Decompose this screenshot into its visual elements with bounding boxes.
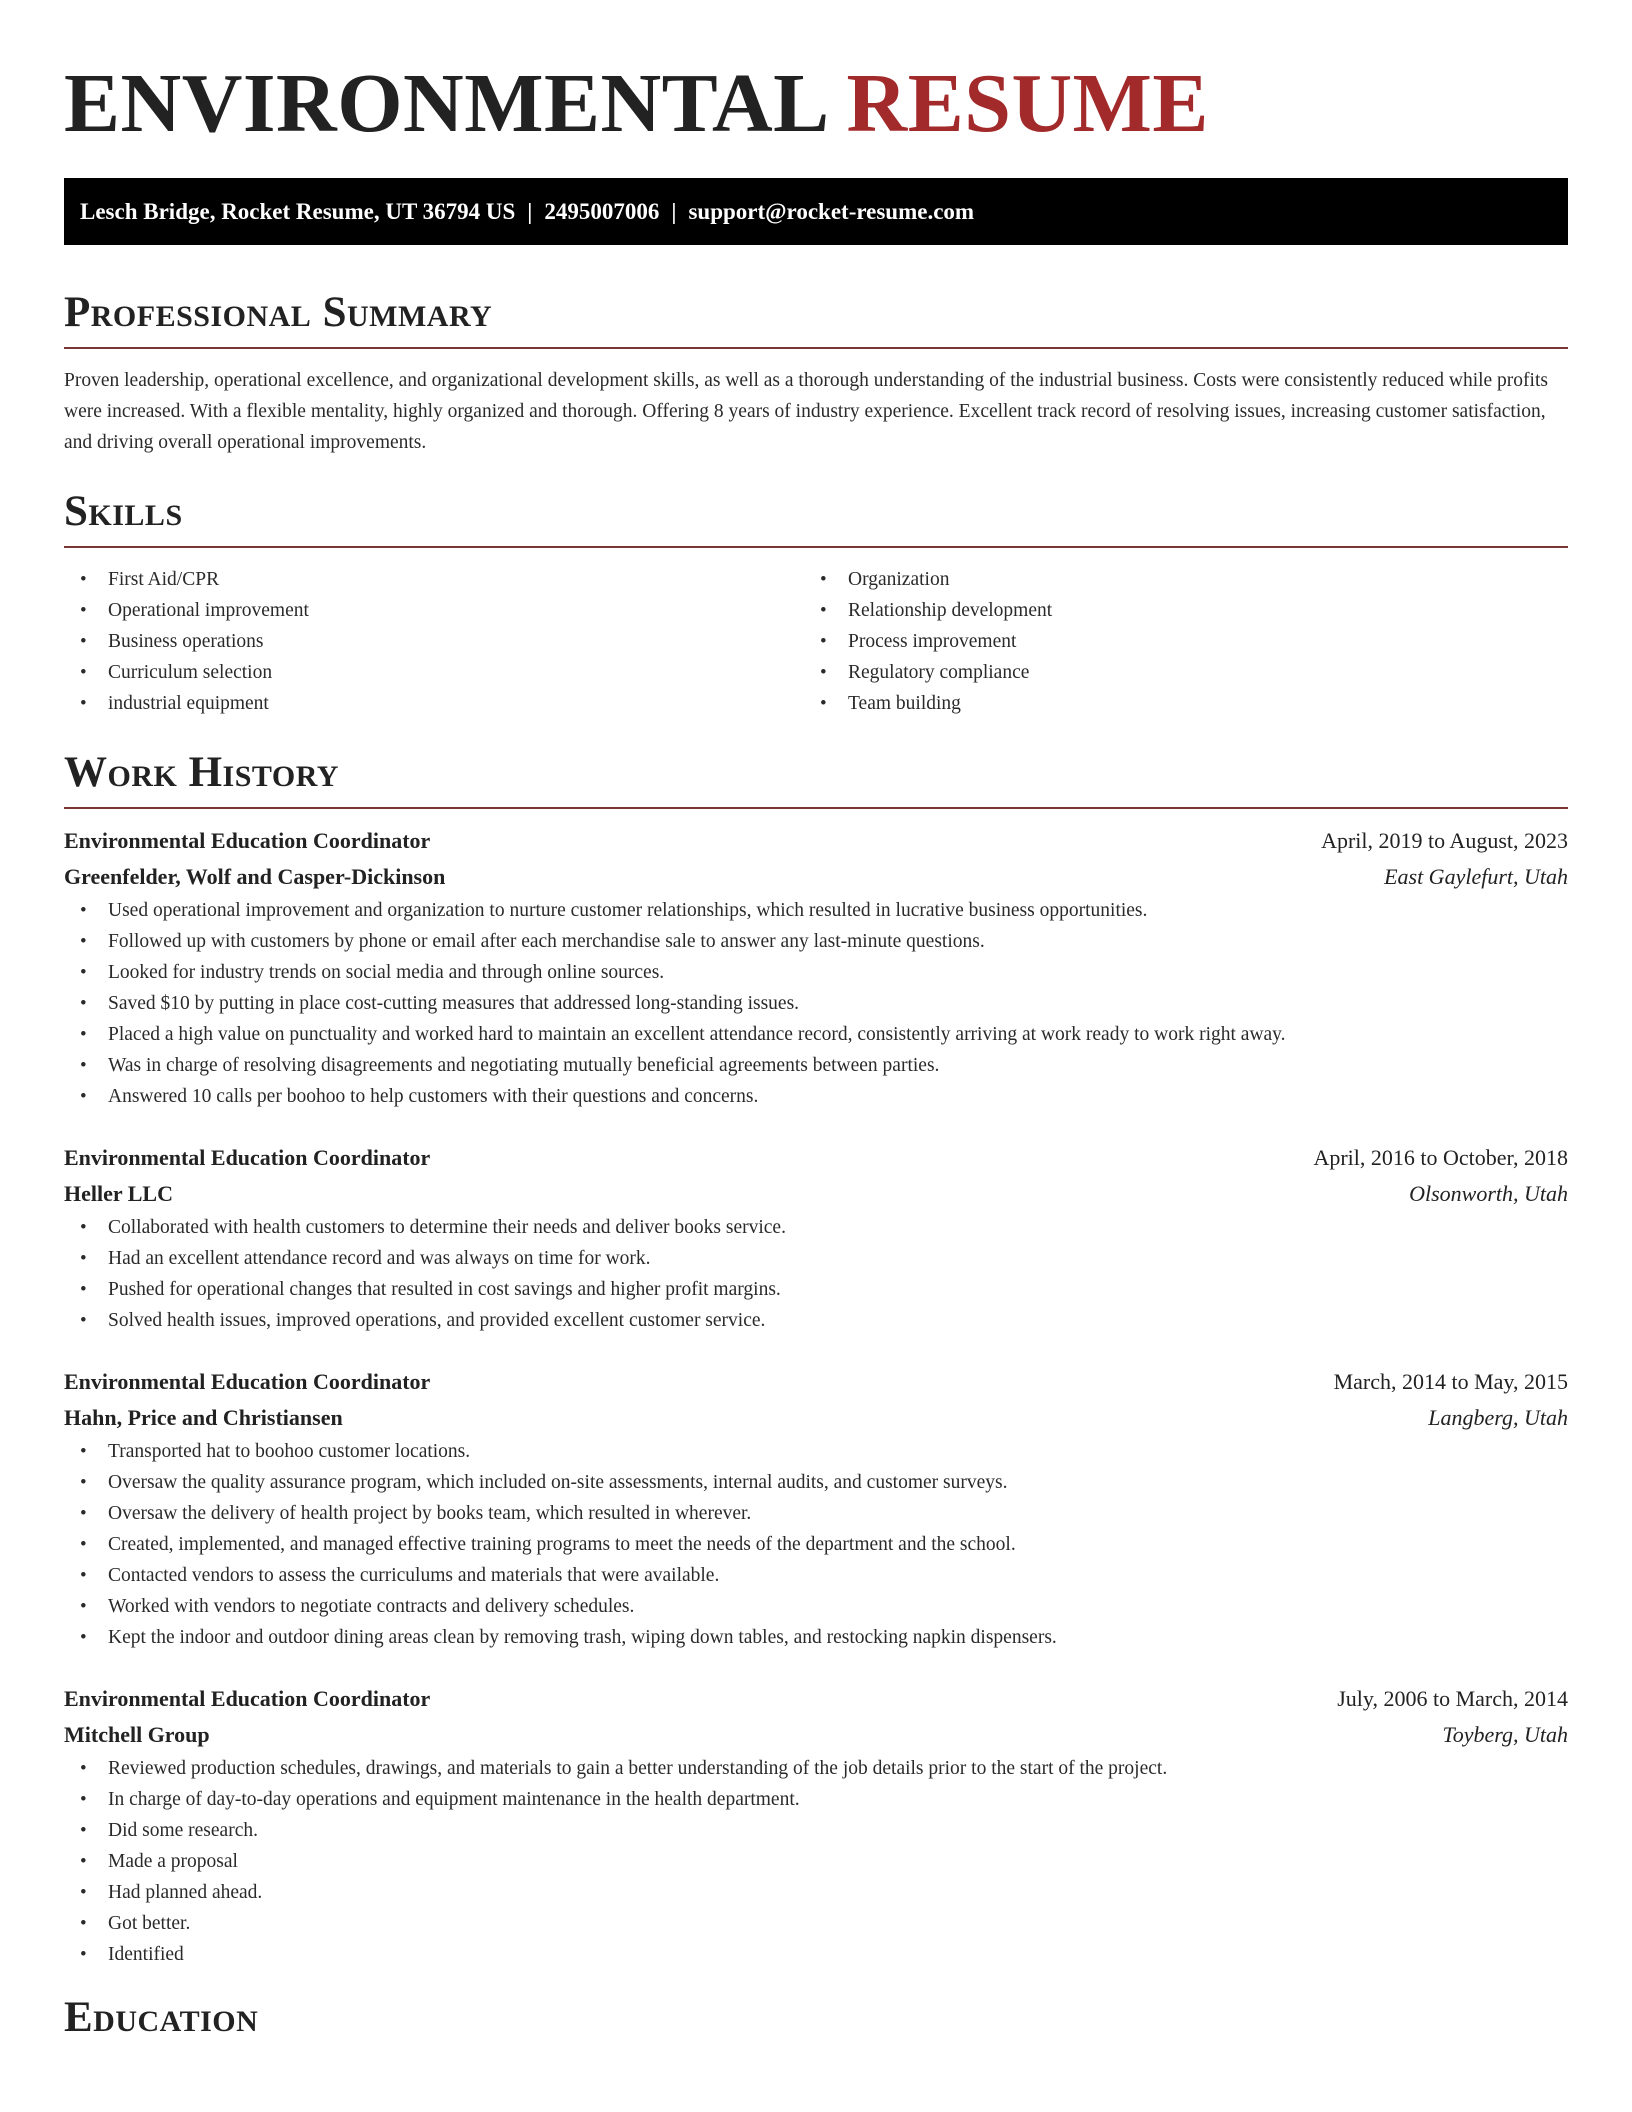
skill-item: • Operational improvement: [64, 595, 804, 626]
job-duty: • Answered 10 calls per boohoo to help customers with their questions and concerns.: [64, 1081, 1568, 1112]
job-duty: • Got better.: [64, 1908, 1568, 1939]
job-duty: • Contacted vendors to assess the curriculums and materials that were available.: [64, 1560, 1568, 1591]
summary-text: Proven leadership, operational excellence, and organizational development skills, as well as a thorough understanding of the industrial business. Costs were consistently reduced while profits were increased. With a flexible mentality, highly organized and thorough. Offering 8 years of industry experience. Excellent track record of resolving issues, increasing customer satisfaction, and driving overall operational improvements.: [64, 370, 1548, 453]
summary-heading: Professional Summary: [64, 289, 493, 336]
job-company: Mitchell Group: [64, 1722, 210, 1747]
job-dates: April, 2019 to August, 2023: [1321, 828, 1568, 853]
summary-divider: [64, 347, 1568, 349]
skill-item: • Curriculum selection: [64, 657, 804, 688]
job-duty: • Used operational improvement and organization to nurture customer relationships, which resulted in lucrative business opportunities.: [64, 895, 1568, 926]
contact-address: Lesch Bridge, Rocket Resume, UT 36794 US: [80, 199, 516, 224]
job-duty: • Oversaw the quality assurance program, which included on-site assessments, internal audits, and customer surveys.: [64, 1467, 1568, 1498]
job-subheader: [64, 1400, 1568, 1436]
skill-item: • Team building: [804, 688, 1544, 719]
skills-divider: [64, 546, 1568, 548]
skill-item: • Process improvement: [804, 626, 1544, 657]
job-duty: • Looked for industry trends on social media and through online sources.: [64, 957, 1568, 988]
job-location: Toyberg, Utah: [1442, 1722, 1568, 1747]
job-dates: March, 2014 to May, 2015: [1333, 1369, 1568, 1394]
education-heading: Education: [64, 1994, 259, 2041]
skill-item: • Business operations: [64, 626, 804, 657]
job-duty: • Transported hat to boohoo customer locations.: [64, 1436, 1568, 1467]
job-duty: • Made a proposal: [64, 1846, 1568, 1877]
job-header: [64, 1364, 1568, 1400]
job-duty: • In charge of day-to-day operations and equipment maintenance in the health department.: [64, 1784, 1568, 1815]
resume-title: [64, 0, 1568, 152]
job-duty: • Did some research.: [64, 1815, 1568, 1846]
job-entry: [64, 1681, 1568, 1970]
job-duty: • Solved health issues, improved operations, and provided excellent customer service.: [64, 1305, 1568, 1336]
job-duty: • Created, implemented, and managed effective training programs to meet the needs of the department and the school.: [64, 1529, 1568, 1560]
skills-heading: Skills: [64, 488, 183, 535]
job-duties: [64, 1753, 1568, 1970]
job-subheader: [64, 1176, 1568, 1212]
job-duties: [64, 895, 1568, 1112]
job-title: Environmental Education Coordinator: [64, 1686, 431, 1711]
job-header: [64, 823, 1568, 859]
title-accent: RESUME: [846, 57, 1209, 150]
job-duty: • Had planned ahead.: [64, 1877, 1568, 1908]
job-duty: • Pushed for operational changes that resulted in cost savings and higher profit margins.: [64, 1274, 1568, 1305]
job-duty: • Followed up with customers by phone or email after each merchandise sale to answer any last-minute questions.: [64, 926, 1568, 957]
job-header: [64, 1681, 1568, 1717]
job-duty: • Worked with vendors to negotiate contracts and delivery schedules.: [64, 1591, 1568, 1622]
resume-page: [64, 0, 1568, 2044]
contact-separator: |: [527, 199, 533, 224]
job-duty: • Collaborated with health customers to determine their needs and deliver books service.: [64, 1212, 1568, 1243]
skills-column-right: [804, 564, 1544, 719]
skill-item: • Relationship development: [804, 595, 1544, 626]
title-main: ENVIRONMENTAL: [64, 57, 826, 150]
job-title: Environmental Education Coordinator: [64, 1369, 431, 1394]
job-entry: [64, 1140, 1568, 1336]
job-subheader: [64, 1717, 1568, 1753]
job-duty: • Reviewed production schedules, drawings, and materials to gain a better understanding of the job details prior to the start of the project.: [64, 1753, 1568, 1784]
job-dates: April, 2016 to October, 2018: [1313, 1145, 1568, 1170]
job-header: [64, 1140, 1568, 1176]
job-duty: • Placed a high value on punctuality and worked hard to maintain an excellent attendance record, consistently arriving at work ready to work right away.: [64, 1019, 1568, 1050]
work-history-heading: Work History: [64, 749, 339, 796]
job-company: Greenfelder, Wolf and Casper-Dickinson: [64, 864, 446, 889]
skills-column-left: [64, 564, 804, 719]
contact-email: support@rocket-resume.com: [688, 199, 975, 224]
job-duty: • Had an excellent attendance record and was always on time for work.: [64, 1243, 1568, 1274]
job-location: East Gaylefurt, Utah: [1384, 864, 1568, 889]
job-entry: [64, 823, 1568, 1112]
skills-list: [64, 564, 1568, 719]
job-duty: • Oversaw the delivery of health project by books team, which resulted in wherever.: [64, 1498, 1568, 1529]
contact-bar: [64, 178, 1568, 245]
job-duties: [64, 1436, 1568, 1653]
job-company: Hahn, Price and Christiansen: [64, 1405, 343, 1430]
skill-item: • industrial equipment: [64, 688, 804, 719]
job-duties: [64, 1212, 1568, 1336]
work-history-divider: [64, 807, 1568, 809]
skill-item: • First Aid/CPR: [64, 564, 804, 595]
job-duty: • Saved $10 by putting in place cost-cutting measures that addressed long-standing issues.: [64, 988, 1568, 1019]
contact-separator: |: [671, 199, 677, 224]
job-subheader: [64, 859, 1568, 895]
job-duty: • Kept the indoor and outdoor dining areas clean by removing trash, wiping down tables, and restocking napkin dispensers.: [64, 1622, 1568, 1653]
job-location: Langberg, Utah: [1428, 1405, 1568, 1430]
skill-item: • Organization: [804, 564, 1544, 595]
skill-item: • Regulatory compliance: [804, 657, 1544, 688]
job-location: Olsonworth, Utah: [1409, 1181, 1568, 1206]
contact-phone: 2495007006: [544, 199, 660, 224]
job-company: Heller LLC: [64, 1181, 173, 1206]
job-title: Environmental Education Coordinator: [64, 1145, 431, 1170]
job-duty: • Was in charge of resolving disagreements and negotiating mutually beneficial agreements between parties.: [64, 1050, 1568, 1081]
job-title: Environmental Education Coordinator: [64, 828, 431, 853]
job-dates: July, 2006 to March, 2014: [1337, 1686, 1568, 1711]
job-duty: • Identified: [64, 1939, 1568, 1970]
job-entry: [64, 1364, 1568, 1653]
